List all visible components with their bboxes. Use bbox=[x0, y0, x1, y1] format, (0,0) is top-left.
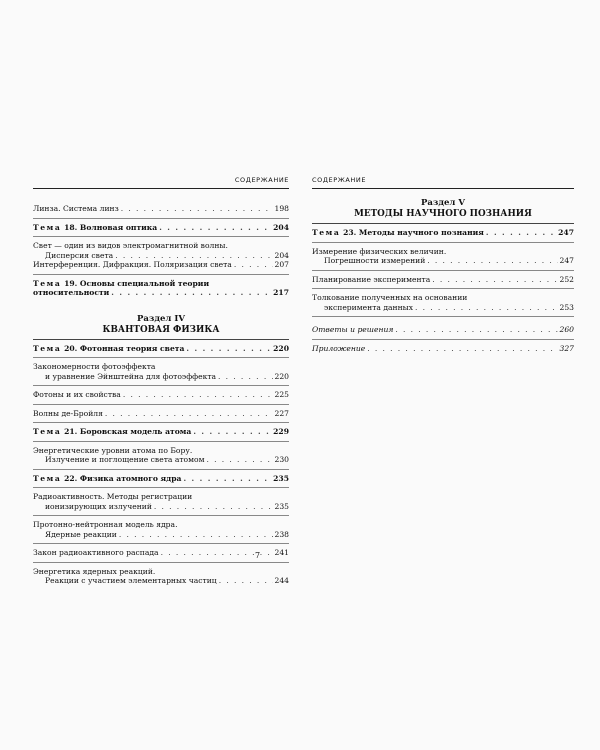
toc-answers: Ответы и решения . . . 260 bbox=[312, 325, 574, 335]
divider bbox=[33, 404, 289, 405]
toc-topic-19: Тема 19. Основы специальной теории bbox=[33, 278, 210, 288]
toc-entry: Дисперсия света . . . 204 bbox=[33, 251, 289, 261]
toc-entry: Измерение физических величин. bbox=[312, 246, 447, 256]
toc-entry: Радиоактивность. Методы регистрации bbox=[33, 492, 193, 501]
toc-topic-19-cont: относительности . . . 217 bbox=[33, 288, 289, 298]
left-page bbox=[33, 176, 289, 586]
divider bbox=[33, 218, 289, 219]
divider bbox=[312, 242, 574, 243]
toc-topic-23: Тема 23. Методы научного познания . . . 247 bbox=[312, 228, 574, 238]
toc-entry: Закономерности фотоэффекта bbox=[33, 362, 156, 371]
divider bbox=[33, 515, 289, 516]
divider bbox=[33, 487, 289, 488]
toc-appendix: Приложение . . . 327 bbox=[312, 344, 574, 354]
running-header: СОДЕРЖАНИЕ bbox=[33, 176, 289, 189]
toc-entry: эксперимента данных . . . 253 bbox=[312, 303, 574, 313]
right-page bbox=[312, 176, 574, 353]
toc-entry: Свет — один из видов электромагнитной волны. bbox=[33, 241, 228, 250]
toc-entry: Линза. Система линз . . . 198 bbox=[33, 204, 289, 214]
toc-entry: Излучение и поглощение света атомом . . . 230 bbox=[33, 455, 289, 465]
running-header: СОДЕРЖАНИЕ bbox=[312, 176, 574, 189]
divider bbox=[312, 339, 574, 340]
divider bbox=[33, 385, 289, 386]
toc-entry: Планирование эксперимента . . . 252 bbox=[312, 275, 574, 285]
toc-entry: Погрешности измерений . . . 247 bbox=[312, 256, 574, 266]
toc-entry: Протонно-нейтронная модель ядра. bbox=[33, 520, 178, 529]
toc-topic-18: Тема 18. Волновая оптика . . . 204 bbox=[33, 223, 289, 233]
toc-entry: Волны де-Бройля . . . 227 bbox=[33, 409, 289, 419]
page-ref: 198 bbox=[274, 204, 289, 213]
section-heading: Раздел IV КВАНТОВАЯ ФИЗИКА bbox=[102, 313, 220, 335]
divider bbox=[312, 316, 574, 317]
divider bbox=[33, 357, 289, 358]
toc-topic-20: Тема 20. Фотонная теория света . . . 220 bbox=[33, 344, 289, 354]
divider bbox=[33, 236, 289, 237]
toc-entry: Интерференция. Дифракция. Поляризация света . . . 207 bbox=[33, 260, 289, 270]
toc-entry: Фотоны и их свойства . . . 225 bbox=[33, 390, 289, 400]
divider bbox=[33, 274, 289, 275]
divider bbox=[312, 270, 574, 271]
toc-entry: ионизирующих излучений . . . 235 bbox=[33, 502, 289, 512]
divider bbox=[33, 543, 289, 544]
toc-entry: Ядерные реакции . . . 238 bbox=[33, 530, 289, 540]
divider bbox=[33, 441, 289, 442]
page-number: 7 bbox=[255, 551, 261, 560]
divider bbox=[33, 422, 289, 423]
toc-entry: Толкование полученных на основании bbox=[312, 293, 468, 302]
toc-entry: Энергетические уровни атома по Бору. bbox=[33, 445, 193, 455]
divider bbox=[33, 469, 289, 470]
divider bbox=[312, 288, 574, 289]
toc-topic-22: Тема 22. Физика атомного ядра . . . 235 bbox=[33, 474, 289, 484]
toc-entry: Закон радиоактивного распада . . . 241 bbox=[33, 548, 289, 558]
toc-entry: Энергетика ядерных реакций. bbox=[33, 566, 156, 576]
section-heading: Раздел V МЕТОДЫ НАУЧНОГО ПОЗНАНИЯ bbox=[354, 198, 532, 219]
divider bbox=[33, 562, 289, 563]
toc-topic-21: Тема 21. Боровская модель атома . . . 229 bbox=[33, 427, 289, 437]
toc-entry: и уравнение Эйнштейна для фотоэффекта . . . 220 bbox=[33, 372, 289, 382]
toc-entry: Реакции с участием элементарных частиц . . . 244 bbox=[33, 576, 289, 586]
